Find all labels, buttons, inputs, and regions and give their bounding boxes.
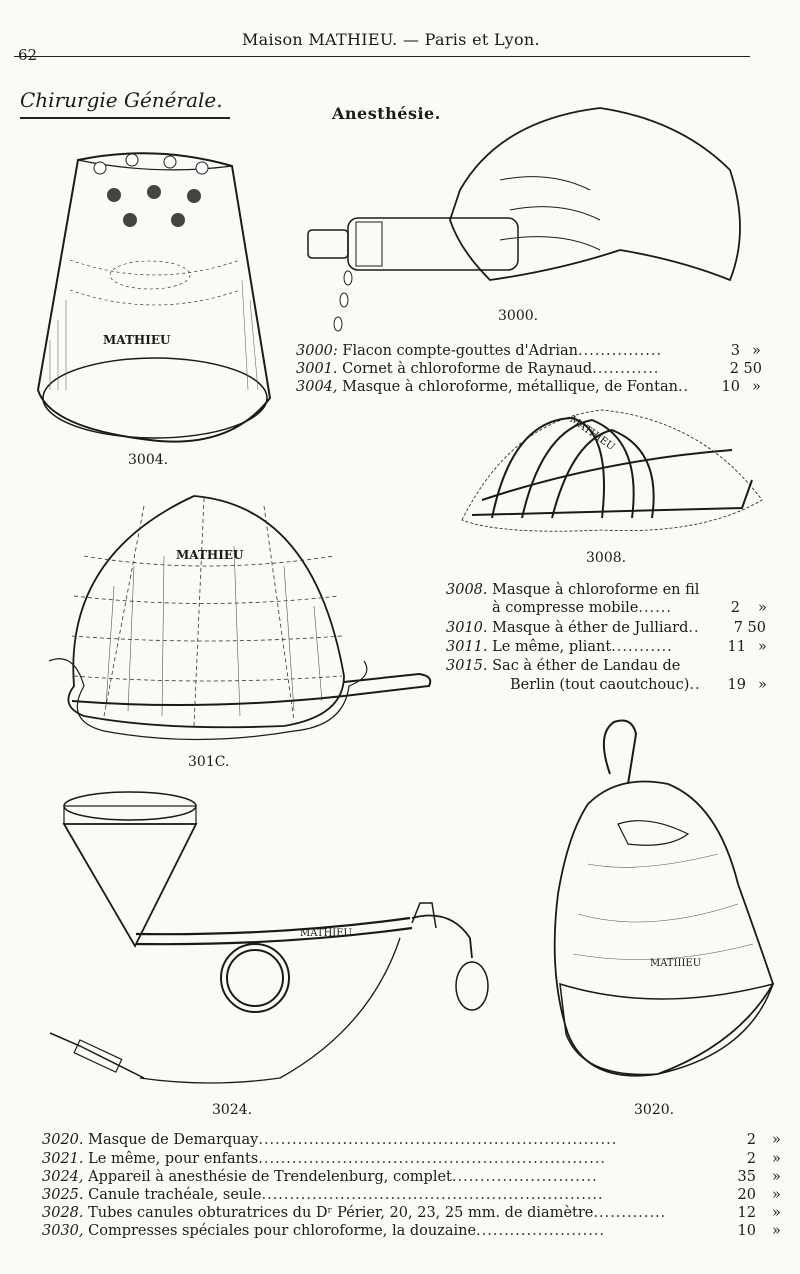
item-ref: 3008. — [446, 582, 488, 598]
item-price: 2 — [730, 600, 740, 616]
item-ref: 3015. — [446, 658, 488, 674]
item-text: Le même, pour enfants — [88, 1151, 259, 1167]
figure-3000-caption: 3000. — [498, 308, 539, 324]
subsection-title: Anesthésie. — [332, 104, 441, 123]
item-text: Masque à chloroforme en fil — [492, 582, 700, 598]
item-unit: » — [772, 1151, 781, 1167]
item-unit: » — [772, 1223, 781, 1239]
item-text: Appareil à anesthésie de Trendelenburg, complet — [88, 1169, 452, 1185]
item-text: Flacon compte-gouttes d'Adrian — [342, 343, 578, 359]
list-item — [42, 1223, 605, 1241]
leader-dots: ............ — [592, 361, 660, 377]
list-item — [446, 639, 673, 657]
item-text: Le même, pliant — [492, 639, 612, 655]
item-price: 7 50 — [733, 620, 766, 636]
item-text: Masque à chloroforme, métallique, de Fontan — [342, 379, 678, 395]
list-item — [42, 1187, 604, 1205]
item-unit: » — [752, 343, 761, 359]
list-item — [446, 658, 680, 676]
item-text: Masque à éther de Julliard — [492, 620, 689, 636]
leader-dots: .. — [689, 677, 701, 693]
item-ref: 3024, — [42, 1169, 84, 1185]
leader-dots: ....................... — [476, 1223, 606, 1239]
list-item — [446, 582, 699, 600]
figure-3004-engraved-label: MATHIEU — [103, 333, 171, 347]
list-item — [42, 1132, 617, 1150]
list-item — [492, 600, 672, 618]
item-ref: 3020. — [42, 1132, 84, 1148]
item-ref: 3001. — [296, 361, 338, 377]
item-price: 10 — [737, 1223, 756, 1239]
leader-dots: .. — [688, 620, 700, 636]
item-text: Compresses spéciales pour chloroforme, la douzaine — [88, 1223, 477, 1239]
figure-3010-ether-mask — [44, 486, 434, 756]
figure-3000-dropper-bottle — [300, 100, 760, 330]
list-item — [296, 379, 689, 397]
item-price: 3 — [730, 343, 740, 359]
item-unit: » — [772, 1187, 781, 1203]
figure-3008-engraved-label: MATHIEU — [567, 414, 617, 453]
item-ref: 3004, — [296, 379, 338, 395]
list-item — [42, 1169, 598, 1187]
item-unit: » — [772, 1205, 781, 1221]
leader-dots: .. — [677, 379, 690, 395]
figure-3004-cone-mask — [30, 140, 290, 460]
item-price: 19 — [727, 677, 746, 693]
section-underline — [20, 117, 230, 119]
figure-3024-caption: 3024. — [212, 1102, 253, 1118]
figure-3020-demarquay-mask — [548, 714, 778, 1094]
figure-3004-caption: 3004. — [128, 452, 169, 468]
figure-3024-trendelenburg-apparatus — [40, 788, 510, 1098]
leader-dots: ............... — [577, 343, 663, 359]
item-price: 2 — [746, 1132, 756, 1148]
item-unit: » — [758, 639, 767, 655]
item-text: à compresse mobile — [492, 600, 639, 616]
item-text: Berlin (tout caoutchouc) — [510, 677, 690, 693]
list-item — [446, 620, 700, 638]
item-price: 10 — [721, 379, 740, 395]
list-item — [510, 677, 701, 695]
item-ref: 3028. — [42, 1205, 84, 1221]
leader-dots: .............................................................. — [258, 1151, 607, 1167]
item-unit: » — [752, 379, 761, 395]
list-item — [42, 1205, 666, 1223]
leader-dots: .......................... — [451, 1169, 598, 1185]
figure-3020-caption: 3020. — [634, 1102, 675, 1118]
item-text: Canule trachéale, seule — [88, 1187, 262, 1203]
list-item — [296, 343, 662, 361]
running-title: Maison MATHIEU. — Paris et Lyon. — [242, 30, 540, 49]
figure-3010-engraved-label: MATHIEU — [176, 548, 244, 562]
item-ref: 3025. — [42, 1187, 84, 1203]
item-price: 35 — [737, 1169, 756, 1185]
leader-dots: ........... — [611, 639, 673, 655]
header-rule — [14, 56, 750, 57]
item-unit: » — [772, 1169, 781, 1185]
leader-dots: ................................................................ — [258, 1132, 618, 1148]
figure-3010-caption: 301C. — [188, 754, 230, 770]
list-item — [296, 361, 659, 379]
item-text: Cornet à chloroforme de Raynaud — [342, 361, 593, 377]
list-item — [42, 1151, 606, 1169]
item-price: 2 50 — [729, 361, 762, 377]
page-number: 62 — [18, 46, 38, 64]
figure-3024-engraved-label: MATHIEU — [300, 928, 352, 939]
leader-dots: ............................................................. — [261, 1187, 604, 1203]
figure-3008-caption: 3008. — [586, 550, 627, 566]
figure-3020-engraved-label: MATIIIEU — [650, 958, 702, 969]
item-ref: 3011. — [446, 639, 488, 655]
item-ref: 3000: — [296, 343, 338, 359]
item-unit: » — [758, 677, 767, 693]
item-price: 20 — [737, 1187, 756, 1203]
leader-dots: ...... — [638, 600, 672, 616]
item-text: Sac à éther de Landau de — [492, 658, 681, 674]
item-price: 2 — [746, 1151, 756, 1167]
leader-dots: ............. — [593, 1205, 667, 1221]
item-unit: » — [772, 1132, 781, 1148]
item-text: Masque de Demarquay — [88, 1132, 259, 1148]
item-ref: 3010. — [446, 620, 488, 636]
item-ref: 3030, — [42, 1223, 84, 1239]
item-text: Tubes canules obturatrices du Dʳ Périer, 20, 23, 25 mm. de diamètre — [88, 1205, 594, 1221]
item-price: 12 — [737, 1205, 756, 1221]
item-price: 11 — [727, 639, 746, 655]
figure-3008-wire-mask — [452, 400, 772, 540]
item-ref: 3021. — [42, 1151, 84, 1167]
item-unit: » — [758, 600, 767, 616]
section-title: Chirurgie Générale. — [20, 88, 223, 112]
